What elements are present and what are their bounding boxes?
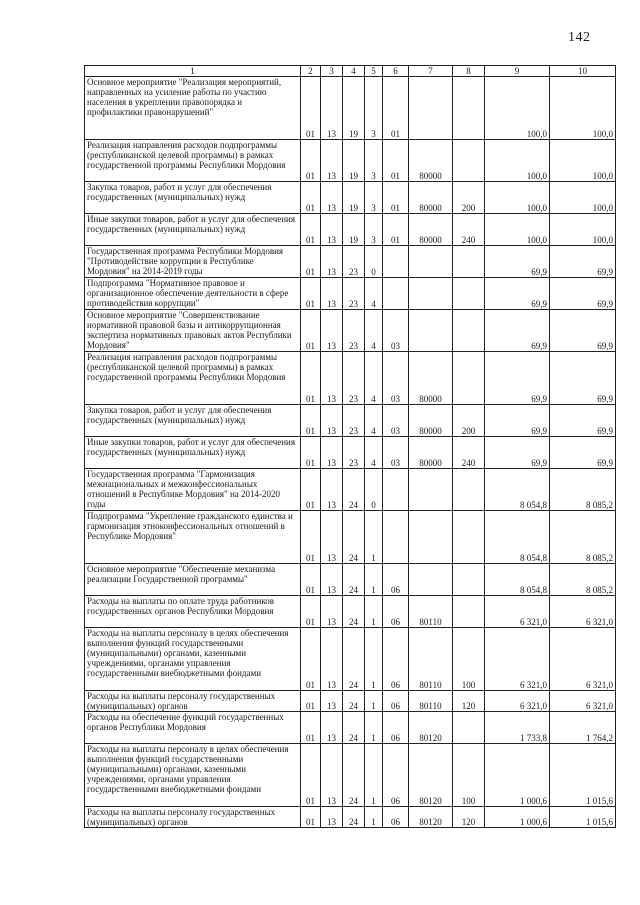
code-cell: 1 (365, 807, 383, 828)
code-cell (453, 278, 485, 310)
amount-cell: 6 321,0 (550, 596, 616, 628)
amount-cell: 8 085,2 (550, 511, 616, 564)
code-cell: 80000 (409, 182, 453, 214)
code-cell: 3 (365, 214, 383, 246)
code-cell (409, 469, 453, 511)
column-header: 3 (321, 66, 343, 77)
code-cell: 13 (321, 437, 343, 469)
code-cell: 80110 (409, 691, 453, 712)
code-cell: 06 (383, 564, 409, 596)
row-name-cell: Реализация направления расходов подпрограммы (республиканской целевой программы) в рамках государственной программы Республики Мордовия (85, 352, 301, 405)
code-cell: 03 (383, 405, 409, 437)
column-header: 9 (485, 66, 550, 77)
code-cell: 01 (301, 140, 321, 182)
code-cell (453, 77, 485, 140)
row-name-cell: Расходы на выплаты персоналу в целях обеспечения выполнения функций государственными (муниципальными) органами, казенными учреждениями, органами управления государственными внебюджетными фондами (85, 744, 301, 807)
code-cell (383, 246, 409, 278)
code-cell (383, 469, 409, 511)
code-cell: 1 (365, 564, 383, 596)
code-cell: 24 (343, 511, 365, 564)
code-cell: 24 (343, 564, 365, 596)
amount-cell: 69,9 (550, 278, 616, 310)
amount-cell: 6 321,0 (485, 596, 550, 628)
column-header: 5 (365, 66, 383, 77)
code-cell: 19 (343, 140, 365, 182)
code-cell: 01 (301, 310, 321, 352)
amount-cell: 69,9 (485, 310, 550, 352)
code-cell: 13 (321, 214, 343, 246)
amount-cell: 100,0 (485, 140, 550, 182)
code-cell: 1 (365, 628, 383, 691)
code-cell: 1 (365, 596, 383, 628)
column-header: 8 (453, 66, 485, 77)
code-cell: 01 (301, 278, 321, 310)
code-cell: 01 (383, 140, 409, 182)
amount-cell: 8 085,2 (550, 564, 616, 596)
code-cell (383, 511, 409, 564)
code-cell: 06 (383, 596, 409, 628)
code-cell (409, 278, 453, 310)
code-cell: 4 (365, 310, 383, 352)
code-cell: 13 (321, 310, 343, 352)
code-cell: 13 (321, 352, 343, 405)
header-row (85, 66, 616, 77)
code-cell (453, 564, 485, 596)
row-name-cell: Закупка товаров, работ и услуг для обеспечения государственных (муниципальных) нужд (85, 182, 301, 214)
code-cell: 23 (343, 352, 365, 405)
code-cell: 19 (343, 77, 365, 140)
code-cell: 24 (343, 691, 365, 712)
code-cell (409, 246, 453, 278)
code-cell: 80120 (409, 712, 453, 744)
code-cell (383, 278, 409, 310)
code-cell: 03 (383, 310, 409, 352)
code-cell: 23 (343, 246, 365, 278)
amount-cell: 1 015,6 (550, 744, 616, 807)
code-cell: 01 (301, 712, 321, 744)
page-number: 142 (568, 30, 591, 45)
code-cell: 06 (383, 712, 409, 744)
code-cell: 80000 (409, 214, 453, 246)
column-header: 4 (343, 66, 365, 77)
code-cell: 100 (453, 628, 485, 691)
code-cell (409, 310, 453, 352)
amount-cell: 1 764,2 (550, 712, 616, 744)
code-cell (453, 140, 485, 182)
code-cell: 1 (365, 744, 383, 807)
code-cell: 24 (343, 744, 365, 807)
code-cell: 13 (321, 691, 343, 712)
amount-cell: 69,9 (485, 437, 550, 469)
code-cell: 01 (301, 77, 321, 140)
amount-cell: 100,0 (550, 182, 616, 214)
amount-cell: 69,9 (485, 278, 550, 310)
code-cell: 01 (383, 214, 409, 246)
amount-cell: 100,0 (550, 214, 616, 246)
code-cell: 13 (321, 712, 343, 744)
code-cell: 13 (321, 807, 343, 828)
amount-cell: 100,0 (485, 214, 550, 246)
table-row (85, 564, 616, 596)
code-cell: 80000 (409, 405, 453, 437)
code-cell: 4 (365, 278, 383, 310)
code-cell: 03 (383, 437, 409, 469)
code-cell: 13 (321, 278, 343, 310)
code-cell (453, 310, 485, 352)
code-cell: 06 (383, 691, 409, 712)
amount-cell: 1 000,6 (485, 807, 550, 828)
code-cell (453, 511, 485, 564)
amount-cell: 1 000,6 (485, 744, 550, 807)
code-cell (409, 564, 453, 596)
table-row (85, 807, 616, 828)
code-cell: 240 (453, 437, 485, 469)
row-name-cell: Расходы на обеспечение функций государственных органов Республики Мордовия (85, 712, 301, 744)
amount-cell: 69,9 (485, 246, 550, 278)
code-cell: 01 (301, 352, 321, 405)
code-cell: 13 (321, 596, 343, 628)
amount-cell: 69,9 (550, 437, 616, 469)
row-name-cell: Иные закупки товаров, работ и услуг для обеспечения государственных (муниципальных) нужд (85, 214, 301, 246)
table-row (85, 691, 616, 712)
code-cell: 1 (365, 511, 383, 564)
row-name-cell: Основное мероприятие "Обеспечение механизма реализации Государственной программы" (85, 564, 301, 596)
table-row (85, 405, 616, 437)
row-name-cell: Основное мероприятие "Совершенствование нормативной правовой базы и антикоррупционная экспертиза нормативных правовых актов Республики Мордовия" (85, 310, 301, 352)
amount-cell: 8 085,2 (550, 469, 616, 511)
row-name-cell: Государственная программа "Гармонизация межнациональных и межконфессиональных отношений в Республике Мордовия" на 2014-2020 годы (85, 469, 301, 511)
code-cell: 23 (343, 437, 365, 469)
amount-cell: 69,9 (550, 405, 616, 437)
amount-cell: 69,9 (550, 310, 616, 352)
code-cell: 01 (301, 182, 321, 214)
table-row (85, 511, 616, 564)
row-name-cell: Иные закупки товаров, работ и услуг для обеспечения государственных (муниципальных) нужд (85, 437, 301, 469)
code-cell (453, 712, 485, 744)
code-cell: 13 (321, 405, 343, 437)
table-row (85, 469, 616, 511)
table-body (85, 77, 616, 828)
code-cell: 01 (301, 807, 321, 828)
code-cell (453, 352, 485, 405)
row-name-cell: Основное мероприятие "Реализация мероприятий, направленных на усиление работы по участию населения в укреплении правопорядка и профилактики правонарушений" (85, 77, 301, 140)
code-cell (453, 596, 485, 628)
table-row (85, 744, 616, 807)
code-cell: 24 (343, 469, 365, 511)
code-cell: 01 (301, 469, 321, 511)
row-name-cell: Расходы на выплаты по оплате труда работников государственных органов Республики Мордовия (85, 596, 301, 628)
code-cell: 01 (301, 437, 321, 469)
code-cell: 01 (301, 744, 321, 807)
code-cell: 13 (321, 182, 343, 214)
table-row (85, 437, 616, 469)
code-cell: 13 (321, 246, 343, 278)
code-cell: 01 (301, 564, 321, 596)
row-name-cell: Закупка товаров, работ и услуг для обеспечения государственных (муниципальных) нужд (85, 405, 301, 437)
code-cell: 01 (301, 691, 321, 712)
code-cell: 13 (321, 564, 343, 596)
table-row (85, 214, 616, 246)
amount-cell: 1 733,8 (485, 712, 550, 744)
row-name-cell: Расходы на выплаты персоналу государственных (муниципальных) органов (85, 807, 301, 828)
table-row (85, 246, 616, 278)
amount-cell: 69,9 (550, 246, 616, 278)
code-cell: 06 (383, 744, 409, 807)
table-row (85, 310, 616, 352)
code-cell: 4 (365, 405, 383, 437)
code-cell: 01 (301, 405, 321, 437)
code-cell: 01 (383, 77, 409, 140)
code-cell: 24 (343, 712, 365, 744)
amount-cell: 8 054,8 (485, 564, 550, 596)
amount-cell: 69,9 (485, 352, 550, 405)
table-row (85, 278, 616, 310)
code-cell: 80110 (409, 628, 453, 691)
row-name-cell: Подпрограмма "Нормативное правовое и организационное обеспечение деятельности в сфере противодействия коррупции" (85, 278, 301, 310)
amount-cell: 6 321,0 (550, 628, 616, 691)
table-row (85, 596, 616, 628)
table-row (85, 712, 616, 744)
code-cell: 01 (301, 246, 321, 278)
amount-cell: 100,0 (485, 77, 550, 140)
code-cell: 200 (453, 182, 485, 214)
code-cell: 13 (321, 469, 343, 511)
table-row (85, 182, 616, 214)
column-header: 10 (550, 66, 616, 77)
code-cell (409, 77, 453, 140)
code-cell: 13 (321, 77, 343, 140)
code-cell: 120 (453, 691, 485, 712)
code-cell: 13 (321, 744, 343, 807)
amount-cell: 100,0 (550, 140, 616, 182)
row-name-cell: Расходы на выплаты персоналу в целях обеспечения выполнения функций государственными (муниципальными) органами, казенными учреждениями, органами управления государственными внебюджетными фондами (85, 628, 301, 691)
code-cell: 01 (301, 628, 321, 691)
column-header: 7 (409, 66, 453, 77)
code-cell: 3 (365, 140, 383, 182)
code-cell: 23 (343, 405, 365, 437)
code-cell: 80000 (409, 437, 453, 469)
code-cell: 3 (365, 182, 383, 214)
code-cell: 06 (383, 807, 409, 828)
code-cell: 13 (321, 511, 343, 564)
code-cell: 80000 (409, 140, 453, 182)
code-cell: 24 (343, 628, 365, 691)
amount-cell: 100,0 (550, 77, 616, 140)
column-header: 6 (383, 66, 409, 77)
code-cell: 19 (343, 182, 365, 214)
code-cell: 4 (365, 352, 383, 405)
amount-cell: 1 015,6 (550, 807, 616, 828)
budget-table (84, 65, 616, 828)
amount-cell: 8 054,8 (485, 469, 550, 511)
amount-cell: 100,0 (485, 182, 550, 214)
row-name-cell: Государственная программа Республики Мордовия "Противодействие коррупции в Республике Мордовия" на 2014-2019 годы (85, 246, 301, 278)
row-name-cell: Подпрограмма "Укрепление гражданского единства и гармонизация этноконфессиональных отношений в Республике Мордовия" (85, 511, 301, 564)
code-cell: 100 (453, 744, 485, 807)
table-row (85, 140, 616, 182)
code-cell: 01 (301, 511, 321, 564)
code-cell: 03 (383, 352, 409, 405)
table-row (85, 352, 616, 405)
column-header: 1 (85, 66, 301, 77)
amount-cell: 6 321,0 (485, 691, 550, 712)
code-cell: 200 (453, 405, 485, 437)
column-header: 2 (301, 66, 321, 77)
code-cell: 23 (343, 310, 365, 352)
code-cell: 06 (383, 628, 409, 691)
code-cell: 120 (453, 807, 485, 828)
code-cell: 80120 (409, 744, 453, 807)
table-row (85, 77, 616, 140)
code-cell: 19 (343, 214, 365, 246)
code-cell (409, 511, 453, 564)
row-name-cell: Расходы на выплаты персоналу государственных (муниципальных) органов (85, 691, 301, 712)
code-cell: 80110 (409, 596, 453, 628)
code-cell: 13 (321, 140, 343, 182)
amount-cell: 6 321,0 (550, 691, 616, 712)
code-cell: 80120 (409, 807, 453, 828)
code-cell: 0 (365, 469, 383, 511)
code-cell: 01 (383, 182, 409, 214)
code-cell: 1 (365, 712, 383, 744)
amount-cell: 8 054,8 (485, 511, 550, 564)
row-name-cell: Реализация направления расходов подпрограммы (республиканской целевой программы) в рамках государственной программы Республики Мордовия (85, 140, 301, 182)
code-cell: 01 (301, 596, 321, 628)
code-cell: 240 (453, 214, 485, 246)
amount-cell: 69,9 (485, 405, 550, 437)
code-cell: 23 (343, 278, 365, 310)
code-cell: 1 (365, 691, 383, 712)
code-cell (453, 246, 485, 278)
code-cell: 3 (365, 77, 383, 140)
amount-cell: 69,9 (550, 352, 616, 405)
code-cell: 0 (365, 246, 383, 278)
code-cell: 4 (365, 437, 383, 469)
code-cell: 01 (301, 214, 321, 246)
code-cell: 13 (321, 628, 343, 691)
code-cell (453, 469, 485, 511)
code-cell: 24 (343, 596, 365, 628)
table-row (85, 628, 616, 691)
code-cell: 80000 (409, 352, 453, 405)
amount-cell: 6 321,0 (485, 628, 550, 691)
code-cell: 24 (343, 807, 365, 828)
